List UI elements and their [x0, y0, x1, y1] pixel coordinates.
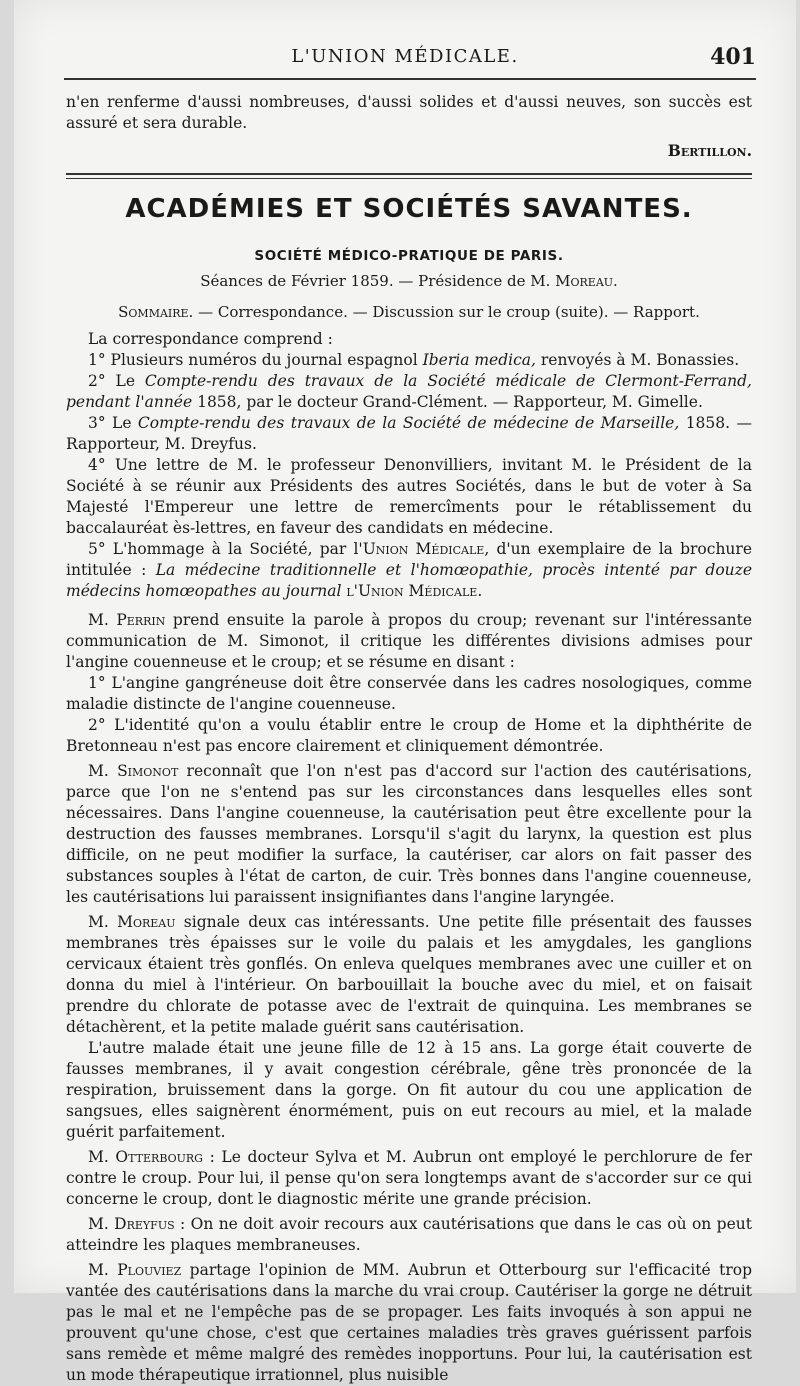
perrin-point-2: 2° L'identité qu'on a voulu établir entre le croup de Home et la diphthérite de Bretonneau n'est pas encore clairement et cliniquement démontrée.: [66, 716, 752, 755]
item5-journal-2: l'Union Médicale: [346, 582, 478, 600]
perrin-point-1: 1° L'angine gangréneuse doit être conservée dans les cadres nosologiques, comme maladie distincte de l'angine couenneuse.: [66, 674, 752, 713]
item5-text-mid: , d'un exemplaire de la brochure intitulée :: [66, 540, 752, 579]
otterbourg-name: M. Otterbourg: [88, 1148, 203, 1166]
running-title: L'UNION MÉDICALE.: [291, 46, 519, 67]
moreau-name: M. Moreau: [88, 913, 176, 931]
sommaire-label: Sommaire.: [118, 303, 194, 321]
section-divider: [66, 173, 752, 179]
sessions-text: Séances de Février 1859. — Présidence de M.: [200, 272, 556, 290]
page-body: [66, 92, 752, 1386]
plouviez-text: partage l'opinion de MM. Aubrun et Otterbourg sur l'efficacité trop vantée des cautérisations dans la marche du vrai croup. Cautériser la gorge ne détruit pas le mal et ne l'empêche pas de se propager. Les faits invoqués à son appui ne prouvent qu'une chose, c'est que certaines maladies très graves guérissent parfois sans remède et même malgré des remèdes inopportuns. Pour lui, la cautérisation est un mode thérapeutique irrationnel, plus nuisible: [66, 1261, 752, 1384]
plouviez-paragraph: [66, 1260, 752, 1386]
page: [14, 0, 796, 1384]
simonot-text: reconnaît que l'on n'est pas d'accord sur l'action des cautérisations, parce que l'on ne s'entend pas sur les circonstances dans lesquelles elles sont nécessaires. Dans l'angine couenneuse, la cautérisation peut être excellente pour la destruction des fausses membranes. Lorsqu'il s'agit du larynx, la question est plus difficile, on ne peut modifier la surface, la cautériser, car alors on fait passer des substances souples à l'état de carton, de cuir. Très bonnes dans l'angine couenneuse, les cautérisations lui paraissent insignifiantes dans l'angine laryngée.: [66, 762, 752, 906]
item3-text-end: 1858. — Rapporteur, M. Dreyfus.: [66, 414, 752, 453]
item1-text-end: renvoyés à M. Bonassies.: [535, 351, 740, 369]
item1-italic: Iberia medica,: [422, 351, 536, 369]
sessions-line: [66, 271, 752, 292]
dreyfus-name: M. Dreyfus: [88, 1215, 175, 1233]
continuation-text: n'en renferme d'aussi nombreuses, d'aussi solides et d'aussi neuves, son succès est assuré et sera durable.: [66, 93, 752, 132]
correspondance-item-3: [66, 413, 752, 455]
moreau-paragraph: [66, 912, 752, 1038]
item2-italic: Compte-rendu des travaux de la Société médicale de Clermont-Ferrand, pendant l'année: [66, 372, 752, 411]
sommaire-text: — Correspondance. — Discussion sur le croup (suite). — Rapport.: [193, 303, 700, 321]
moreau-text: signale deux cas intéressants. Une petite fille présentait des fausses membranes très épaisses sur le voile du palais et les amygdales, les ganglions cervicaux étaient très gonflés. On enleva quelques membranes avec une cuiller et on donna du miel à l'intérieur. On barbouillait la bouche avec du miel, et on faisait prendre du chlorate de potasse avec de l'extrait de quinquina. Les membranes se détachèrent, et la petite malade guérit sans cautérisation.: [66, 913, 752, 1036]
dreyfus-paragraph: [66, 1214, 752, 1256]
dreyfus-text: : On ne doit avoir recours aux cautérisations que dans le cas où on peut atteindre les plaques membraneuses.: [66, 1215, 752, 1254]
item5-italic: La médecine traditionnelle et l'homœopathie, procès intenté par douze médecins homœopathes au journal: [66, 561, 752, 600]
plouviez-name: M. Plouviez: [88, 1261, 182, 1279]
simonot-name: M. Simonot: [88, 762, 179, 780]
item3-italic: Compte-rendu des travaux de la Société de médecine de Marseille,: [137, 414, 680, 432]
perrin-text: prend ensuite la parole à propos du croup; revenant sur l'intéressante communication de M. Simonot, il critique les différentes divisions admises pour l'angine couenneuse et le croup; et se résume en disant :: [66, 611, 753, 671]
correspondance-item-1: [66, 350, 752, 371]
sommaire-line: [66, 302, 752, 323]
perrin-name: M. Perrin: [88, 611, 166, 629]
correspondance-intro: La correspondance comprend :: [88, 330, 333, 348]
header-rule: [64, 78, 756, 80]
moreau-paragraph-2: L'autre malade était une jeune fille de 12 à 15 ans. La gorge était couverte de fausses membranes, il y avait congestion cérébrale, gêne très prononcée de la respiration, bruissement dans la gorge. On fit autour du cou une application de sangsues, elles saignèrent énormément, puis on eut recours au miel, et la malade guérit parfaitement.: [66, 1039, 752, 1141]
correspondance-item-5: [66, 539, 752, 602]
item3-text: 3° Le: [88, 414, 138, 432]
correspondance-item-4: 4° Une lettre de M. le professeur Denonvilliers, invitant M. le Président de la Société à se réunir aux Présidents des autres Sociétés, dans le but de voter à Sa Majesté l'Empereur une lettre de remercîments pour le rétablissement du baccalauréat ès-lettres, en faveur des candidats en médecine.: [66, 456, 752, 537]
society-name: SOCIÉTÉ MÉDICO-PRATIQUE DE PARIS.: [254, 248, 564, 264]
simonot-paragraph: [66, 761, 752, 908]
president-name: Moreau.: [555, 272, 618, 290]
item2-text-end: 1858, par le docteur Grand-Clément. — Rapporteur, M. Gimelle.: [192, 393, 703, 411]
signature: Bertillon.: [667, 141, 752, 160]
item1-text: 1° Plusieurs numéros du journal espagnol: [88, 351, 423, 369]
item2-text: 2° Le: [88, 372, 145, 390]
section-title: ACADÉMIES ET SOCIÉTÉS SAVANTES.: [125, 194, 693, 224]
page-number: 401: [710, 44, 756, 70]
item5-period: .: [477, 582, 483, 600]
otterbourg-paragraph: [66, 1147, 752, 1210]
otterbourg-text: : Le docteur Sylva et M. Aubrun ont employé le perchlorure de fer contre le croup. Pour lui, il pense qu'on sera longtemps avant de s'accorder sur ce qui concerne le croup, dont le diagnostic mérite une grande précision.: [66, 1148, 752, 1208]
page-header: [14, 44, 796, 74]
item5-text: 5° L'hommage à la Société, par l': [88, 540, 363, 558]
perrin-paragraph: [66, 610, 752, 673]
correspondance-item-2: [66, 371, 752, 413]
item5-journal: Union Médicale: [362, 540, 485, 558]
